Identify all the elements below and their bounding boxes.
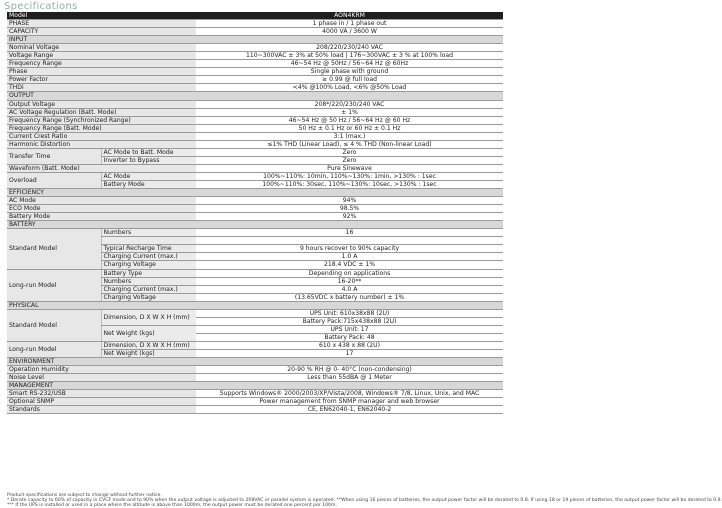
- table-row: [7, 28, 503, 36]
- spec-label: CAPACITY: [7, 28, 196, 36]
- spec-value: Battery Pack:715x438x88 (2U): [196, 317, 503, 325]
- spec-group-label: Transfer Time: [7, 148, 101, 164]
- spec-label: AC Voltage Regulation (Batt. Mode): [7, 108, 196, 116]
- table-row: [7, 374, 503, 382]
- table-row: [7, 148, 503, 156]
- spec-sublabel: Dimension, D X W X H (mm): [101, 309, 196, 325]
- spec-sublabel: [101, 237, 196, 245]
- table-row: [7, 172, 503, 180]
- spec-label: Nominal Voltage: [7, 44, 196, 52]
- spec-label: Power Factor: [7, 76, 196, 84]
- spec-label: Frequency Range: [7, 60, 196, 68]
- spec-sublabel: Numbers: [101, 229, 196, 237]
- table-row: [7, 20, 503, 28]
- table-row: [7, 197, 503, 205]
- spec-value: 20-90 % RH @ 0- 40°C (non-condensing): [196, 366, 503, 374]
- spec-value: Depending on applications: [196, 269, 503, 277]
- spec-value: [196, 237, 503, 245]
- section-header: EFFICIENCY: [7, 189, 503, 197]
- section-header: MANAGEMENT: [7, 382, 503, 390]
- spec-value: 4.0 A: [196, 285, 503, 293]
- spec-sublabel: Charging Voltage: [101, 261, 196, 269]
- table-row: [7, 358, 503, 366]
- table-row: [7, 269, 503, 277]
- spec-label: THDi: [7, 84, 196, 92]
- spec-value: 9 hours recover to 90% capacity: [196, 245, 503, 253]
- spec-value: CE, EN62040-1, EN62040-2: [196, 406, 503, 414]
- spec-value: 46~54 Hz @ 50 Hz / 56~64 Hz @ 60 Hz: [196, 116, 503, 124]
- spec-value: (13.65VDC x battery number) ± 1%: [196, 293, 503, 301]
- spec-label: PHASE: [7, 20, 196, 28]
- table-row: [7, 221, 503, 229]
- spec-value: 98.5%: [196, 205, 503, 213]
- spec-sublabel: Charging Voltage: [101, 293, 196, 301]
- table-row: [7, 52, 503, 60]
- spec-value: 1.0 A: [196, 253, 503, 261]
- model-header-value: AON4KRM: [196, 12, 503, 20]
- spec-label: Noise Level: [7, 374, 196, 382]
- spec-sublabel: Net Weight (kgs): [101, 349, 196, 357]
- spec-value: 92%: [196, 213, 503, 221]
- spec-sublabel: Typical Recharge Time: [101, 245, 196, 253]
- spec-value: 100%~110%: 30sec, 110%~130%: 10sec, >130% : 1sec: [196, 180, 503, 188]
- spec-value: ≤1% THD (Linear Load), ≤ 4 % THD (Non-linear Load): [196, 140, 503, 148]
- spec-label: Optional SNMP: [7, 398, 196, 406]
- table-row: [7, 132, 503, 140]
- section-header: PHYSICAL: [7, 301, 503, 309]
- spec-value: 4000 VA / 3600 W: [196, 28, 503, 36]
- spec-sublabel: Numbers: [101, 277, 196, 285]
- table-row: [7, 309, 503, 317]
- spec-value: 16: [196, 229, 503, 237]
- spec-value: Power management from SNMP manager and web browser: [196, 398, 503, 406]
- spec-value: ± 1%: [196, 108, 503, 116]
- spec-value: <4% @100% Load, <6% @50% Load: [196, 84, 503, 92]
- spec-value: 3:1 (max.): [196, 132, 503, 140]
- spec-value: 110~300VAC ± 3% at 50% load | 176~300VAC ± 3 % at 100% load: [196, 52, 503, 60]
- spec-value: 46~54 Hz @ 50Hz / 56~64 Hz @ 60Hz: [196, 60, 503, 68]
- model-header-label: Model: [7, 12, 196, 20]
- spec-group-label: Standard Model: [7, 229, 101, 269]
- footnote: *** If the UPS is installed or used in a place where the altitude is above than 1000m, the output power must be derated one percent per 100m.: [7, 503, 337, 508]
- footnotes: [7, 493, 722, 508]
- spec-group-label: Overload: [7, 172, 101, 188]
- section-header: INPUT: [7, 36, 503, 44]
- spec-label: Frequency Range (Synchronized Range): [7, 116, 196, 124]
- spec-label: Operation Humidity: [7, 366, 196, 374]
- spec-value: 208*/220/230/240 VAC: [196, 100, 503, 108]
- spec-sublabel: AC Mode: [101, 172, 196, 180]
- section-header: BATTERY: [7, 221, 503, 229]
- spec-value: Zero: [196, 156, 503, 164]
- spec-value: 16-20**: [196, 277, 503, 285]
- table-row: [7, 84, 503, 92]
- spec-label: AC Mode: [7, 197, 196, 205]
- spec-value: 94%: [196, 197, 503, 205]
- spec-group-label: Standard Model: [7, 309, 101, 341]
- spec-value: Pure Sinewave: [196, 164, 503, 172]
- spec-value: Zero: [196, 148, 503, 156]
- spec-value: 218.4 VDC ± 1%: [196, 261, 503, 269]
- spec-label: Frequency Range (Batt. Mode): [7, 124, 196, 132]
- spec-label: Current Crest Ratio: [7, 132, 196, 140]
- spec-value: Less than 55dBA @ 1 Meter: [196, 374, 503, 382]
- table-row: [7, 341, 503, 349]
- spec-label: Phase: [7, 68, 196, 76]
- table-row: [7, 44, 503, 52]
- table-row: [7, 36, 503, 44]
- spec-value: 50 Hz ± 0.1 Hz or 60 Hz ± 0.1 Hz: [196, 124, 503, 132]
- spec-value: ≥ 0.99 @ full load: [196, 76, 503, 84]
- spec-sublabel: Battery Mode: [101, 180, 196, 188]
- spec-label: Standards: [7, 406, 196, 414]
- page-title: Specifications: [4, 1, 78, 12]
- spec-value: Single phase with ground: [196, 68, 503, 76]
- spec-value: UPS Unit: 610x38x88 (2U): [196, 309, 503, 317]
- spec-value: UPS Unit: 17: [196, 325, 503, 333]
- spec-value: 17: [196, 349, 503, 357]
- spec-sublabel: Charging Current (max.): [101, 253, 196, 261]
- table-row: [7, 164, 503, 172]
- footnote: * Derate capacity to 60% of capacity in CVCF mode and to 90% when the output voltage is adjusted to 208VAC or parallel system is operated. **When using 16 pieces of batteries, the output power factor will be derated to 0.8. If using 18 or 19 pieces of batteries, the output power factor will be derated to 0.9.: [7, 498, 722, 503]
- spec-value: Supports Windows® 2000/2003/XP/Vista/2008, Windows® 7/8, Linux, Unix, and MAC: [196, 390, 503, 398]
- table-row: [7, 100, 503, 108]
- spec-group-label: Long-run Model: [7, 341, 101, 357]
- table-row: [7, 382, 503, 390]
- table-row: [7, 68, 503, 76]
- spec-label: Waveform (Batt. Mode): [7, 164, 196, 172]
- footnote: Product specifications are subject to change without further notice.: [7, 493, 162, 498]
- table-row: [7, 189, 503, 197]
- table-row: [7, 116, 503, 124]
- table-row: [7, 60, 503, 68]
- specifications-table: [7, 12, 503, 414]
- spec-value: 610 x 438 x 88 (2U): [196, 341, 503, 349]
- table-row: [7, 205, 503, 213]
- section-header: OUTPUT: [7, 92, 503, 100]
- table-row: [7, 301, 503, 309]
- spec-label: ECO Mode: [7, 205, 196, 213]
- spec-value: 1 phase in / 1 phase out: [196, 20, 503, 28]
- table-row: [7, 92, 503, 100]
- table-row: [7, 124, 503, 132]
- spec-label: Harmonic Distortion: [7, 140, 196, 148]
- spec-label: Smart RS-232/USB: [7, 390, 196, 398]
- table-row: [7, 12, 503, 20]
- table-row: [7, 76, 503, 84]
- table-row: [7, 390, 503, 398]
- spec-label: Output Voltage: [7, 100, 196, 108]
- spec-sublabel: Net Weight (kgs): [101, 325, 196, 341]
- spec-sublabel: AC Mode to Batt. Mode: [101, 148, 196, 156]
- spec-sublabel: Charging Current (max.): [101, 285, 196, 293]
- spec-sublabel: Battery Type: [101, 269, 196, 277]
- table-row: [7, 406, 503, 414]
- spec-value: 100%~110%: 10min, 110%~130%: 1min, >130% : 1sec: [196, 172, 503, 180]
- table-row: [7, 108, 503, 116]
- table-row: [7, 366, 503, 374]
- table-row: [7, 213, 503, 221]
- table-row: [7, 229, 503, 237]
- spec-sublabel: Dimension, D X W X H (mm): [101, 341, 196, 349]
- spec-value: Battery Pack: 48: [196, 333, 503, 341]
- spec-group-label: Long-run Model: [7, 269, 101, 301]
- section-header: ENVIRONMENT: [7, 358, 503, 366]
- spec-sublabel: Inverter to Bypass: [101, 156, 196, 164]
- table-row: [7, 140, 503, 148]
- spec-label: Battery Mode: [7, 213, 196, 221]
- spec-label: Voltage Range: [7, 52, 196, 60]
- table-row: [7, 398, 503, 406]
- spec-value: 208/220/230/240 VAC: [196, 44, 503, 52]
